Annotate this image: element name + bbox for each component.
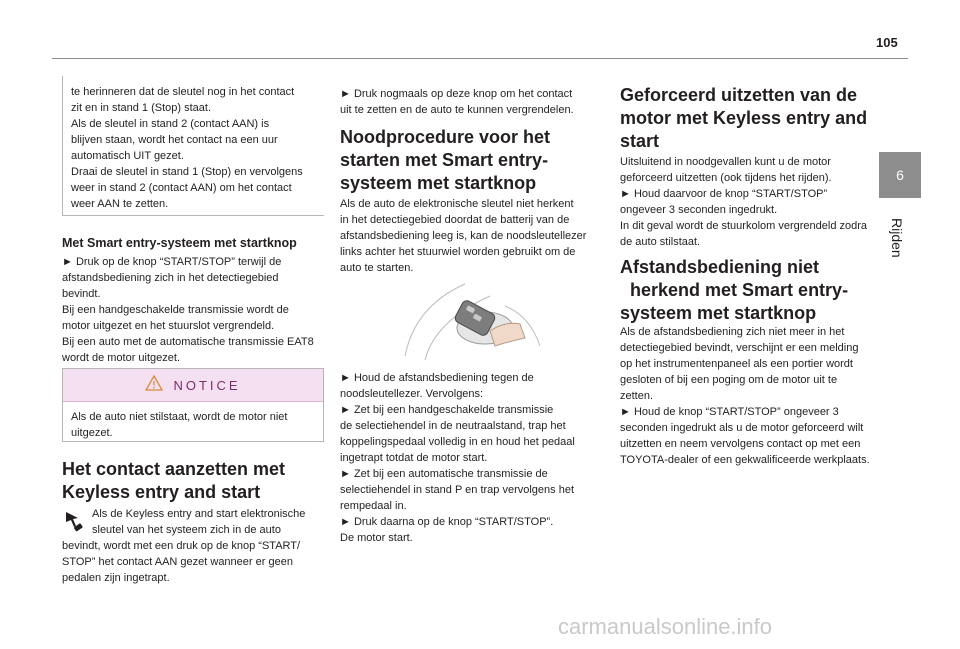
text-line: sleutel van het systeem zich in de auto (92, 524, 281, 536)
text-line: Als de afstandsbediening zich niet meer in het (620, 326, 845, 338)
key-note-box (62, 76, 324, 216)
text-line: Als de auto niet stilstaat, wordt de motor niet (71, 411, 288, 423)
text-line: Bij een auto met de automatische transmissie EAT8 (62, 336, 314, 348)
text-line: op het instrumentenpaneel als een portier wordt (620, 358, 853, 370)
notice-body (63, 402, 323, 441)
text-line: ► Houd daarvoor de knop “START/STOP” (620, 188, 828, 200)
notice-box (62, 368, 324, 442)
text-line: In dit geval wordt de stuurkolom vergrendeld zodra (620, 220, 868, 232)
text-line: seconden ingedrukt als u de motor geforceerd wilt (620, 422, 864, 434)
forced-stop-heading (620, 84, 878, 153)
text-line: wordt de motor uitgezet. (62, 352, 181, 364)
text-line: afstandsbediening zich in het detectiegebied (62, 272, 279, 284)
text-line: ongeveer 3 seconden ingedrukt. (620, 204, 778, 216)
text-line: detectiegebied bevindt, verschijnt er een melding (620, 342, 859, 354)
heading-line: herkend met Smart entry- (630, 280, 849, 300)
heading-line: motor met Keyless entry and (620, 108, 868, 128)
press-again-text (340, 86, 600, 118)
emergency-text (340, 196, 600, 276)
heading-line: Noodprocedure voor het (340, 127, 551, 147)
heading-line: starten met Smart entry- (340, 150, 549, 170)
text-line: auto te starten. (340, 262, 414, 274)
text-line: Als de auto de elektronische sleutel niet herkent (340, 198, 574, 210)
text-line: rempedaal in. (340, 500, 407, 512)
text-line: uitzetten en neem vervolgens contact op met een (620, 438, 861, 450)
page-number: 105 (876, 35, 898, 50)
text-line: uitgezet. (71, 427, 113, 439)
text-line: de selectiehendel in de neutraalstand, trap het (340, 420, 566, 432)
text-line: noodsleutellezer. Vervolgens: (340, 388, 484, 400)
watermark: carmanualsonline.info (558, 614, 773, 639)
text-line: ► Houd de knop “START/STOP” ongeveer 3 (620, 406, 839, 418)
text-line: TOYOTA-dealer of een gekwalificeerde werkplaats. (620, 454, 870, 466)
chapter-tab: 6 (879, 152, 921, 198)
notice-label: NOTICE (173, 377, 241, 393)
chapter-title: Rijden (889, 218, 905, 258)
heading-line: Afstandsbediening niet (620, 257, 820, 277)
key-fob-illustration (395, 276, 545, 360)
smart-entry-text (62, 254, 324, 366)
text-line: geforceerd uitzetten (ook tijdens het rijden). (620, 172, 832, 184)
note-line: automatisch UIT gezet. (71, 150, 184, 162)
text-line: ingetrapt totdat de motor start. (340, 452, 488, 464)
text-line: ► Druk op de knop “START/STOP” terwijl de (62, 256, 282, 268)
text-line: STOP” het contact AAN gezet wanneer er geen (62, 556, 293, 568)
remote-not-detected-heading (620, 256, 878, 325)
text-line: ► Zet bij een automatische transmissie de (340, 468, 548, 480)
note-line: weer AAN te zetten. (71, 198, 169, 210)
heading-line: Keyless entry and start (62, 482, 261, 502)
text-line: bevindt. (62, 288, 101, 300)
text-line: ► Zet bij een handgeschakelde transmissie (340, 404, 554, 416)
text-line: uit te zetten en de auto te kunnen vergrendelen. (340, 104, 574, 116)
header-rule (52, 58, 908, 59)
text-line: motor uitgezet en het stuurslot vergrendeld. (62, 320, 275, 332)
text-line: Als de Keyless entry and start elektronische (92, 508, 306, 520)
text-line: selectiehendel in stand P en trap vervolgens het (340, 484, 575, 496)
smart-entry-heading: Met Smart entry-systeem met startknop (62, 236, 297, 250)
emergency-steps (340, 370, 600, 546)
text-line: ► Druk daarna op de knop “START/STOP”. (340, 516, 554, 528)
heading-line: start (620, 131, 660, 151)
notice-header (63, 369, 323, 402)
remote-not-detected-text (620, 324, 878, 468)
text-line: De motor start. (340, 532, 413, 544)
note-line: Als de sleutel in stand 2 (contact AAN) is (71, 118, 270, 130)
heading-line: systeem met startknop (340, 173, 537, 193)
note-line: zit en in stand 1 (Stop) staat. (71, 102, 212, 114)
text-line: de auto stilstaat. (620, 236, 701, 248)
text-line: links achter het stuurwiel worden gebruikt om de (340, 246, 576, 258)
heading-line: Het contact aanzetten met (62, 459, 286, 479)
note-line: weer in stand 2 (contact AAN) om het contact (71, 182, 292, 194)
warning-triangle-icon (145, 375, 163, 396)
note-line: Draai de sleutel in stand 1 (Stop) en vervolgens (71, 166, 303, 178)
text-line: in het detectiegebied doordat de batterij van de (340, 214, 570, 226)
note-line: blijven staan, wordt het contact na een uur (71, 134, 278, 146)
text-line: zetten. (620, 390, 654, 402)
heading-line: systeem met startknop (620, 303, 817, 323)
note-line: te herinneren dat de sleutel nog in het contact (71, 86, 295, 98)
text-line: pedalen zijn ingetrapt. (62, 572, 170, 584)
text-line: ► Druk nogmaals op deze knop om het contact (340, 88, 573, 100)
text-line: ► Houd de afstandsbediening tegen de (340, 372, 534, 384)
contact-heading (62, 458, 324, 504)
text-line: afstandsbediening leeg is, kan de noodsleutellezer (340, 230, 587, 242)
forced-stop-text (620, 154, 878, 250)
heading-line: Geforceerd uitzetten van de (620, 85, 858, 105)
emergency-heading (340, 126, 600, 195)
text-line: Uitsluitend in noodgevallen kunt u de motor (620, 156, 831, 168)
text-line: Bij een handgeschakelde transmissie wordt de (62, 304, 289, 316)
text-line: gesloten of bij een poging om de motor uit te (620, 374, 838, 386)
text-line: koppelingspedaal volledig in en houd het pedaal (340, 436, 575, 448)
contact-text (62, 506, 324, 586)
text-line: bevindt, wordt met een druk op de knop “START/ (62, 540, 301, 552)
